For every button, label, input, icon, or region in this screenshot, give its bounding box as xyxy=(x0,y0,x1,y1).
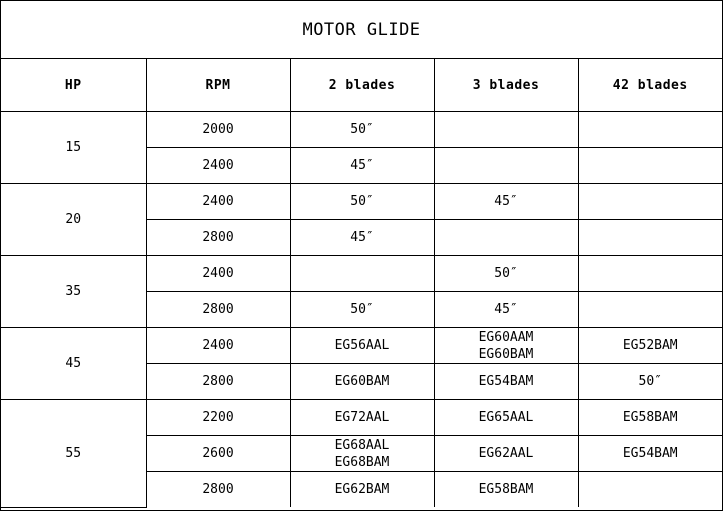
table-row xyxy=(1,256,722,292)
rpm-cell: 2800 xyxy=(146,292,290,328)
forty-two-blades-cell xyxy=(578,436,722,472)
rpm-cell: 2400 xyxy=(146,328,290,364)
two-blades-cell xyxy=(290,112,434,148)
cell-value: EG60BAM xyxy=(478,346,534,362)
two-blades-cell xyxy=(290,184,434,220)
two-blades-cell xyxy=(290,400,434,436)
cell-value: EG65AAL xyxy=(478,410,534,425)
cell-value: EG60BAM xyxy=(334,374,390,389)
two-blades-cell xyxy=(290,364,434,400)
cell-value: EG62AAL xyxy=(478,446,534,461)
header-hp: HP xyxy=(1,59,146,112)
cell-value: 50″ xyxy=(350,194,374,209)
forty-two-blades-cell xyxy=(578,148,722,184)
three-blades-cell xyxy=(434,112,578,148)
cell-value: 50″ xyxy=(350,122,374,137)
hp-cell: 15 xyxy=(1,112,146,184)
three-blades-cell xyxy=(434,328,578,364)
rpm-cell: 2400 xyxy=(146,256,290,292)
hp-cell: 20 xyxy=(1,184,146,256)
forty-two-blades-cell xyxy=(578,472,722,508)
header-3-blades: 3 blades xyxy=(434,59,578,112)
two-blades-cell xyxy=(290,256,434,292)
three-blades-cell xyxy=(434,400,578,436)
cell-value: 45″ xyxy=(350,230,374,245)
three-blades-cell xyxy=(434,148,578,184)
cell-value: EG72AAL xyxy=(334,410,390,425)
cell-value: 50″ xyxy=(638,374,662,389)
table-title: MOTOR GLIDE xyxy=(1,1,722,59)
hp-cell: 55 xyxy=(1,400,146,508)
header-2-blades: 2 blades xyxy=(290,59,434,112)
table-row xyxy=(1,400,722,436)
rpm-cell: 2800 xyxy=(146,364,290,400)
forty-two-blades-cell xyxy=(578,184,722,220)
forty-two-blades-cell xyxy=(578,256,722,292)
three-blades-cell xyxy=(434,220,578,256)
cell-value: EG54BAM xyxy=(478,374,534,389)
motor-glide-table xyxy=(1,59,722,508)
cell-value: EG52BAM xyxy=(622,338,678,353)
forty-two-blades-cell xyxy=(578,220,722,256)
cell-value: EG56AAL xyxy=(334,338,390,353)
cell-value: EG54BAM xyxy=(622,446,678,461)
rpm-cell: 2200 xyxy=(146,400,290,436)
three-blades-cell xyxy=(434,472,578,508)
rpm-cell: 2400 xyxy=(146,148,290,184)
cell-value: EG62BAM xyxy=(334,482,390,497)
three-blades-cell xyxy=(434,256,578,292)
rpm-cell: 2000 xyxy=(146,112,290,148)
three-blades-cell xyxy=(434,364,578,400)
rpm-cell: 2800 xyxy=(146,220,290,256)
table-row xyxy=(1,184,722,220)
cell-value: EG60AAM xyxy=(478,329,534,345)
three-blades-cell xyxy=(434,184,578,220)
three-blades-cell xyxy=(434,292,578,328)
header-rpm: RPM xyxy=(146,59,290,112)
rpm-cell: 2600 xyxy=(146,436,290,472)
two-blades-cell xyxy=(290,220,434,256)
forty-two-blades-cell xyxy=(578,112,722,148)
table-row xyxy=(1,328,722,364)
table-row xyxy=(1,112,722,148)
cell-value: EG68AAL xyxy=(334,437,390,453)
cell-value: EG68BAM xyxy=(334,454,390,470)
rpm-cell: 2400 xyxy=(146,184,290,220)
rpm-cell: 2800 xyxy=(146,472,290,508)
forty-two-blades-cell xyxy=(578,292,722,328)
two-blades-cell xyxy=(290,328,434,364)
two-blades-cell xyxy=(290,292,434,328)
header-42-blades: 42 blades xyxy=(578,59,722,112)
cell-value: EG58BAM xyxy=(478,482,534,497)
three-blades-cell xyxy=(434,436,578,472)
cell-value: 45″ xyxy=(494,302,518,317)
hp-cell: 35 xyxy=(1,256,146,328)
forty-two-blades-cell xyxy=(578,364,722,400)
forty-two-blades-cell xyxy=(578,328,722,364)
two-blades-cell xyxy=(290,148,434,184)
cell-value: 50″ xyxy=(494,266,518,281)
cell-value: EG58BAM xyxy=(622,410,678,425)
two-blades-cell xyxy=(290,436,434,472)
cell-value: 45″ xyxy=(350,158,374,173)
header-row xyxy=(1,59,722,112)
two-blades-cell xyxy=(290,472,434,508)
cell-value: 45″ xyxy=(494,194,518,209)
forty-two-blades-cell xyxy=(578,400,722,436)
hp-cell: 45 xyxy=(1,328,146,400)
cell-value: 50″ xyxy=(350,302,374,317)
table-body xyxy=(1,112,722,508)
